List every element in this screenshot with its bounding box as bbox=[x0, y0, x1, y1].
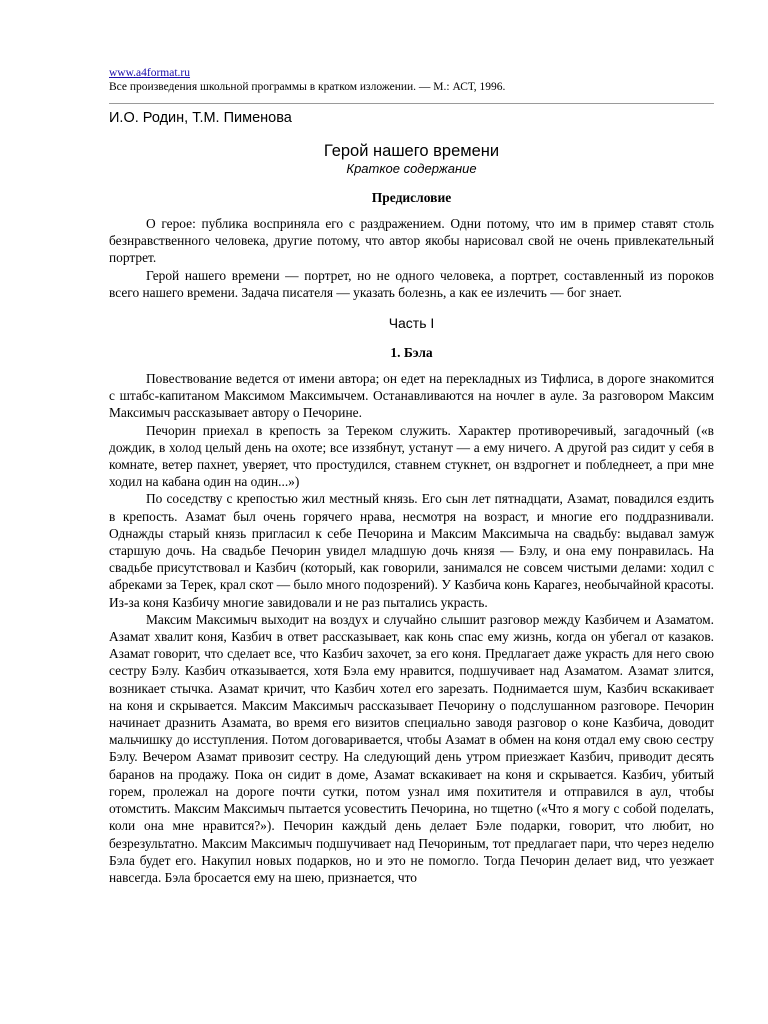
header-divider bbox=[109, 103, 714, 104]
part-heading: Часть I bbox=[388, 315, 435, 332]
page-title: Герой нашего времени bbox=[323, 142, 500, 160]
preface-paragraph: О герое: публика восприняла его с раздражением. Одни потому, что им в пример ставят столь безнравственного человека, другие потому, что автор якобы нарисовал свой не очень привлекательный портрет. bbox=[109, 216, 714, 266]
source-citation: Все произведения школьной программы в кратком изложении. — М.: АСТ, 1996. bbox=[109, 81, 506, 93]
preface-paragraph: Герой нашего времени — портрет, но не одного человека, а портрет, составленный из пороков всего нашего времени. Задача писателя — указать болезнь, а как ее излечить — бог знает. bbox=[109, 267, 714, 300]
chapter-heading: 1. Бэла bbox=[390, 345, 433, 361]
chapter-paragraph: По соседству с крепостью жил местный князь. Его сын лет пятнадцати, Азамат, повадился ездить в крепость. Азамат был очень горячего нрава, несмотря на возраст, и многие его поддразнивали. Однажды старый князь пригласил к себе Печорина и Максим Максимыча на свадьбу: выдавал замуж старшую дочь. На свадьбе Печорин увидел младшую дочь князя — Бэлу, и она ему понравилась. На свадьбе присутствовал и Казбич (который, как говорили, занимался не совсем чистыми делами: ходил с абреками за Терек, крал скот — было много подозрений). У Казбича конь Карагез, необычайной красоты. Из-за коня Казбичу многие завидовали и не раз пытались украсть. bbox=[109, 491, 714, 610]
chapter-paragraph: Повествование ведется от имени автора; он едет на перекладных из Тифлиса, в дороге знакомится с штабс-капитаном Максимом Максимычем. Останавливаются на ночлег в ауле. За разговором Максим Максимыч рассказывает автору о Печорине. bbox=[109, 371, 714, 421]
source-site-link[interactable]: www.a4format.ru bbox=[109, 67, 191, 79]
document-page bbox=[109, 66, 714, 886]
page-subtitle: Краткое содержание bbox=[346, 161, 477, 176]
chapter-paragraph: Максим Максимыч выходит на воздух и случайно слышит разговор между Казбичем и Азаматом. Азамат хвалит коня, Казбич в ответ рассказывает, как конь спас ему жизнь, когда он убегал от казаков. Азамат говорит, что сделает все, что Казбич захочет, за его коня. Предлагает даже украсть для него свою сестру Бэлу. Казбич отказывается, хотя Бэла ему нравится, подшучивает над Азаматом. Азамат злится, возникает стычка. Азамат кричит, что Казбич хотел его зарезать. Поднимается шум, Казбич вскакивает на коня и скрывается. Максим Максимыч рассказывает Печорину о подслушанном разговоре. Печорин начинает дразнить Азамата, во время его визитов специально заводя разговор о коне Казбича, доводит мальчишку до исступления. Потом договаривается, чтобы Азамат в обмен на коня отдал ему свою сестру Бэлу. Вечером Азамат привозит сестру. На следующий день утром приезжает Казбич, приводит десять баранов на продажу. Пока он сидит в доме, Азамат вскакивает на коня и скрывается. Казбич, убитый горем, пролежал на дороге почти сутки, потом узнал имя похитителя и отправился в аул, чтобы отомстить. Максим Максимыч пытается усовестить Печорина, но тщетно («Что я могу с собой поделать, коли она мне нравится?»). Печорин каждый день делает Бэле подарки, говорит, что любит, но безрезультатно. Максим Максимыч подшучивает над Печориным, тот предлагает пари, что через неделю Бэла будет его. Накупил новых подарков, но и это не помогло. Тогда Печорин делает вид, что уезжает навсегда. Бэла бросается ему на шею, признается, что bbox=[109, 611, 714, 885]
authors: И.О. Родин, Т.М. Пименова bbox=[109, 110, 292, 126]
chapter-paragraph: Печорин приехал в крепость за Тереком служить. Характер противоречивый, загадочный («в дождик, в холод целый день на охоте; все иззябнут, устанут — а ему ничего. А другой раз сидит у себя в комнате, ветер пахнет, уверяет, что простудился, ставнем стукнет, он вздрогнет и побледнеет, а при мне ходил на кабана один на один...») bbox=[109, 422, 714, 490]
preface-heading: Предисловие bbox=[371, 190, 452, 205]
